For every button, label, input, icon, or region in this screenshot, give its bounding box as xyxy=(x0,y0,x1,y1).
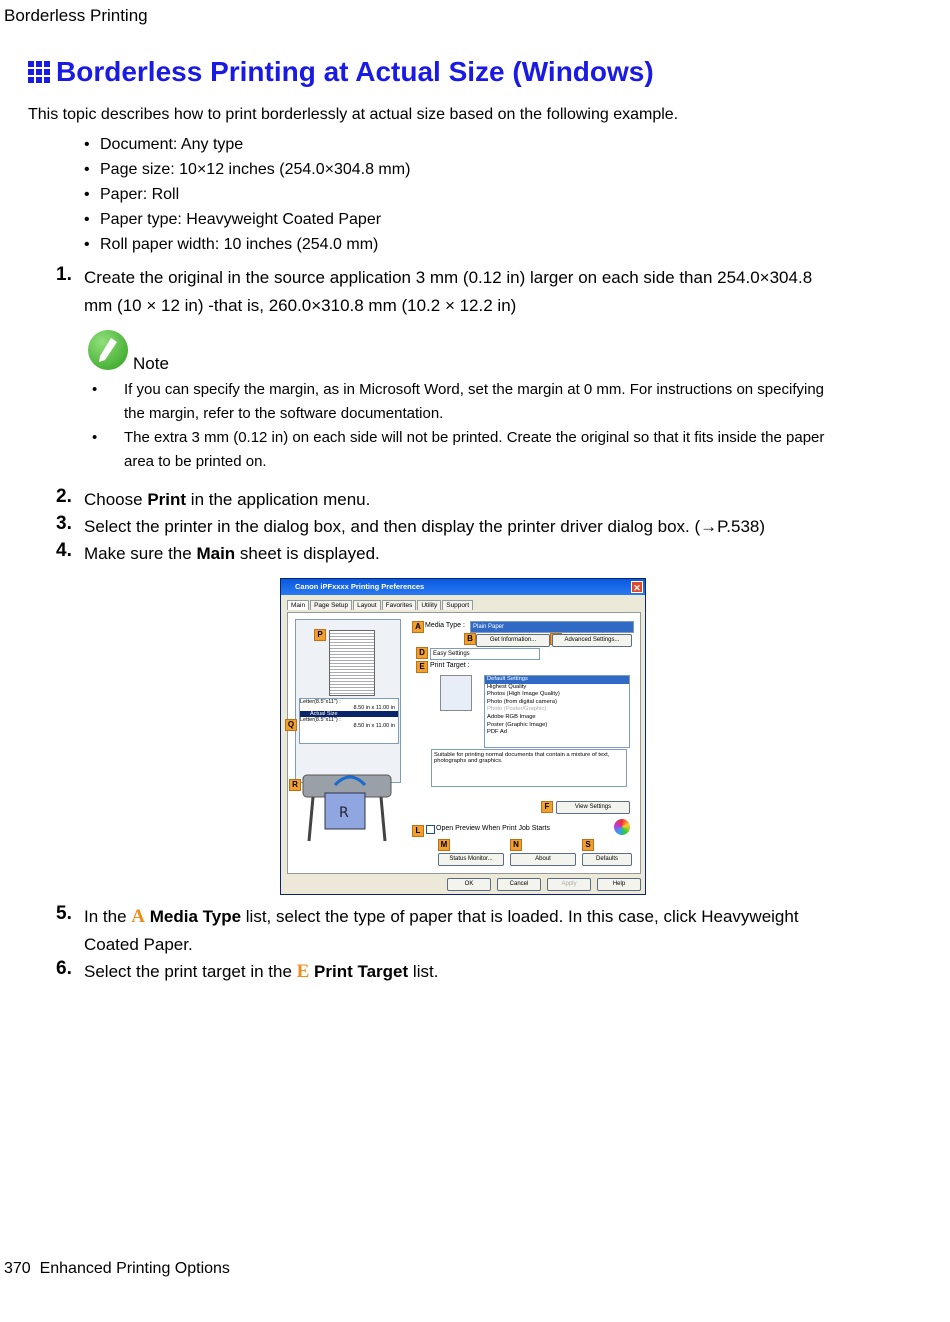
callout-r: R xyxy=(289,779,301,791)
help-button[interactable]: Help xyxy=(597,878,641,891)
open-preview-label: Open Preview When Print Job Starts xyxy=(436,825,550,832)
print-target-label: Print Target : xyxy=(430,662,470,669)
main-sheet xyxy=(287,612,641,874)
note-list xyxy=(108,378,848,474)
apply-button[interactable]: Apply xyxy=(547,878,591,891)
list-item[interactable]: Photos (High Image Quality) xyxy=(487,691,560,698)
list-item: • Page size: 10×12 inches (254.0×304.8 mm) xyxy=(84,160,410,185)
running-head: Borderless Printing xyxy=(4,6,148,25)
list-item[interactable]: Highest Quality xyxy=(487,683,527,690)
tab-favorites[interactable]: Favorites xyxy=(382,600,417,610)
step-number: 1. xyxy=(56,264,72,285)
step-4 xyxy=(56,540,844,568)
about-button[interactable]: About xyxy=(510,853,576,866)
step-2 xyxy=(56,486,844,514)
svg-text:R: R xyxy=(339,805,349,821)
page-preview xyxy=(295,619,401,783)
callout-b: B xyxy=(464,633,476,645)
note-pencil-icon xyxy=(88,330,128,370)
step-text: In the A Media Type list, select the type of paper that is loaded. In this case, click Heavyweight Coated Paper. xyxy=(84,906,799,954)
page-thumbnail xyxy=(329,630,375,696)
step-3 xyxy=(56,513,844,541)
step-text: Select the print target in the E Print Target list. xyxy=(84,961,439,982)
grid-icon xyxy=(28,61,50,83)
close-icon[interactable]: ✕ xyxy=(631,581,643,593)
list-item: • Paper type: Heavyweight Coated Paper xyxy=(84,210,410,235)
actual-size-label: Actual Size xyxy=(300,711,398,717)
dialog-title-bar xyxy=(281,579,645,595)
list-item[interactable]: Poster (Graphic Image) xyxy=(487,721,548,728)
tab-layout[interactable]: Layout xyxy=(353,600,381,610)
page-title xyxy=(28,56,654,88)
list-item[interactable]: Adobe RGB Image xyxy=(487,713,536,720)
ok-button[interactable]: OK xyxy=(447,878,491,891)
intro-text: This topic describes how to print borderlessly at actual size based on the following example. xyxy=(28,106,679,123)
step-text: Select the printer in the dialog box, and then display the printer driver dialog box. (→P.538) xyxy=(84,517,766,536)
tab-utility[interactable]: Utility xyxy=(417,600,441,610)
step-number: 6. xyxy=(56,958,72,979)
step-text: Choose Print in the application menu. xyxy=(84,490,371,509)
callout-letter: E xyxy=(296,961,310,982)
printing-preferences-dialog xyxy=(280,578,646,895)
note-item: • The extra 3 mm (0.12 in) on each side will not be printed. Create the original so that it fits inside the paper area to be printed on. xyxy=(108,426,848,473)
step-5 xyxy=(56,903,844,959)
step-1 xyxy=(56,264,844,320)
step-number: 3. xyxy=(56,513,72,534)
step-text: Create the original in the source application 3 mm (0.12 in) larger on each side than 254.0×304.8 mm (10 × 12 in) -that is, 260.0×310.8 mm (10.2 × 12.2 in) xyxy=(84,268,813,315)
callout-q: Q xyxy=(285,719,297,731)
media-type-select[interactable]: Plain Paper xyxy=(470,621,634,633)
callout-letter: A xyxy=(131,906,145,927)
defaults-button[interactable]: Defaults xyxy=(582,853,632,866)
list-item[interactable]: Default Settings xyxy=(485,676,629,684)
color-wheel-icon xyxy=(614,819,630,835)
easy-settings-select[interactable]: Easy Settings xyxy=(430,648,540,660)
cancel-button[interactable]: Cancel xyxy=(497,878,541,891)
callout-p: P xyxy=(314,629,326,641)
target-description: Suitable for printing normal documents that contain a mixture of text, photographs and graphics. xyxy=(431,749,627,787)
step-text: Make sure the Main sheet is displayed. xyxy=(84,544,380,563)
status-monitor-button[interactable]: Status Monitor... xyxy=(438,853,504,866)
tab-main[interactable]: Main xyxy=(287,600,309,610)
page-footer: 370 Enhanced Printing Options xyxy=(4,1260,230,1277)
step-6 xyxy=(56,958,844,986)
list-item[interactable]: Photo (Poster/Graphic) xyxy=(487,706,547,713)
list-item[interactable]: PDF Ad xyxy=(487,729,507,736)
media-type-label: Media Type : xyxy=(425,622,465,629)
advanced-settings-button[interactable]: Advanced Settings... xyxy=(552,634,632,647)
target-thumbnail-icon xyxy=(440,675,472,711)
list-item: • Roll paper width: 10 inches (254.0 mm) xyxy=(84,235,410,260)
step-number: 4. xyxy=(56,540,72,561)
get-information-button[interactable]: Get Information... xyxy=(476,634,550,647)
tab-support[interactable]: Support xyxy=(442,600,473,610)
callout-f: F xyxy=(541,801,553,813)
callout-m: M xyxy=(438,839,450,851)
note-item: • If you can specify the margin, as in Microsoft Word, set the margin at 0 mm. For instructions on specifying the margin, refer to the software documentation. xyxy=(108,378,848,425)
view-settings-button[interactable]: View Settings xyxy=(556,801,630,814)
step-number: 2. xyxy=(56,486,72,507)
callout-d: D xyxy=(416,647,428,659)
callout-l: L xyxy=(412,825,424,837)
example-list xyxy=(84,135,410,260)
step-number: 5. xyxy=(56,903,72,924)
tab-bar xyxy=(287,600,474,610)
printer-illustration xyxy=(295,763,399,847)
callout-a: A xyxy=(412,621,424,633)
dialog-title: Canon iPFxxxx Printing Preferences xyxy=(295,582,425,591)
list-item: • Paper: Roll xyxy=(84,185,410,210)
print-target-list[interactable] xyxy=(484,675,630,748)
callout-n: N xyxy=(510,839,522,851)
open-preview-checkbox[interactable] xyxy=(426,825,435,834)
callout-s: S xyxy=(582,839,594,851)
tab-page-setup[interactable]: Page Setup xyxy=(310,600,352,610)
size-info: Letter(8.5"x11") : 8.50 in x 11.00 in Actual Size Letter(8.5"x11") : 8.50 in x 11.00 in xyxy=(299,698,399,744)
callout-e: E xyxy=(416,661,428,673)
list-item: • Document: Any type xyxy=(84,135,410,160)
list-item[interactable]: Photo (from digital camera) xyxy=(487,698,557,705)
page-title-text: Borderless Printing at Actual Size (Windows) xyxy=(56,56,654,87)
note-label: Note xyxy=(133,354,169,373)
